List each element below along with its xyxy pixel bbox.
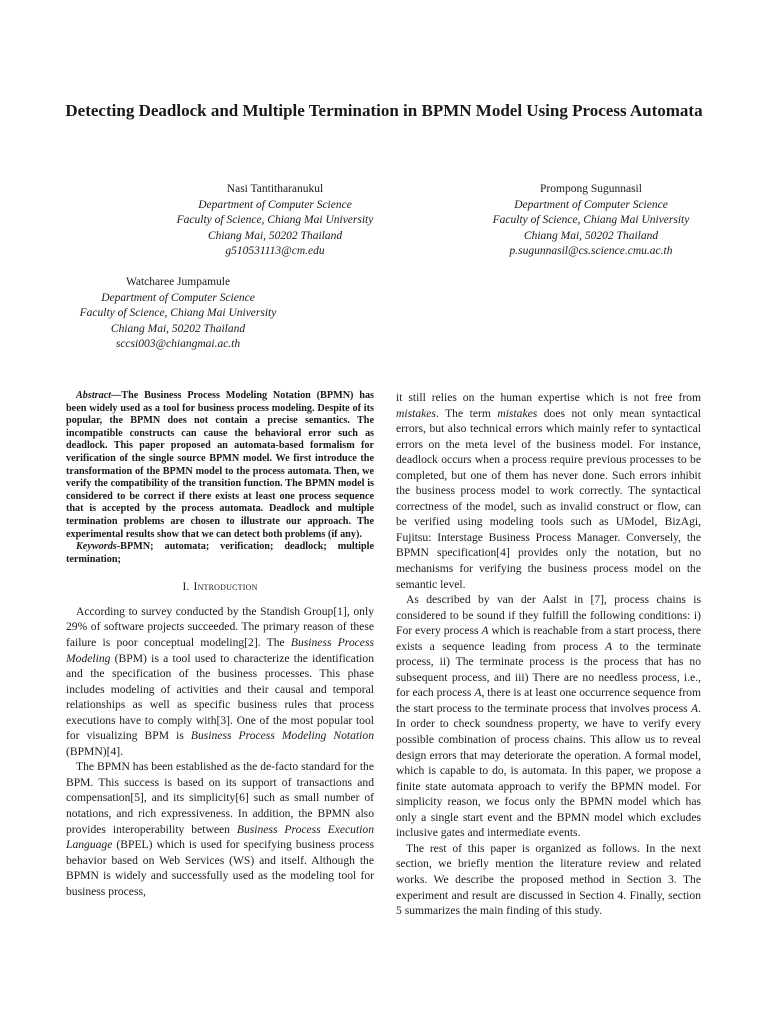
abstract [66,390,374,541]
author-block-1 [160,182,390,260]
author-address: Chiang Mai, 50202 Thailand [207,229,343,242]
paragraph: As described by van der Aalst in [7], process chains is considered to be sound if they fulfill the following conditions: i) For every process A which is reachable from a start process, there exists a sequence leading from process A to the terminate process, ii) The terminate process is the process that has no subsequent process, and iii) There are no needless process, i.e., for each process A, there is at least one occurrence sequence from the start process to the terminate process that involves process A. In order to check soundness property, we have to verify every possible combination of process chains. This allow us to reveal design errors that may deteriorate the operation. A formal model, which is capable to do, is automata. In this paper, we propose a finite state automata approach to verify the BPMN model. For simplicity reason, we focus only the BPMN model which has only a single start event and the BPMN model which excludes inclusive gates and intermediate events. [396,593,701,840]
author-name: Watcharee Jumpamule [125,276,231,288]
author-name: Prompong Sugunnasil [540,183,642,195]
keywords-label: Keywords [76,541,117,553]
paper-title: Detecting Deadlock and Multiple Termination in BPMN Model Using Process Automata [65,101,703,120]
author-address: Chiang Mai, 50202 Thailand [523,229,659,242]
keywords-text: -BPMN; automata; verification; deadlock; multiple termination; [66,541,374,565]
author-email: sccsi003@chiangmai.ac.th [115,338,241,350]
keywords [66,541,374,566]
abstract-label: Abstract [76,390,112,401]
author-faculty: Faculty of Science, Chiang Mai University [492,214,690,226]
section-number: I. [182,581,190,594]
section-heading-introduction [66,580,374,596]
author-department: Department of Computer Science [101,291,255,304]
author-name: Nasi Tantitharanukul [226,183,324,195]
author-block-3 [60,275,296,353]
paragraph: The BPMN has been established as the de-facto standard for the BPM. This success is based on its support of transactions and compensation[5], and its simplicity[6] such as small number of notations, and rich expressiveness. In addition, the BPMN also provides interoperability between Business Process Execution Language (BPEL) which is used for specifying business process behavior based on Web Services (WS) and itself. Although the BPMN is widely and successfully used as the modeling tool for business process, [66,760,374,898]
author-address: Chiang Mai, 50202 Thailand [110,322,246,335]
author-email: p.sugunnasil@cs.science.cmu.ac.th [509,245,673,257]
author-faculty: Faculty of Science, Chiang Mai University [176,214,374,226]
right-column [396,390,701,919]
abstract-text: —The Business Process Modeling Notation (BPMN) has been widely used as a tool for business process modeling. Despite of its popular, the BPMN does not contain a precise semantics. The incompatible constructs can cause the behavioral error such as deadlock. This paper proposed an automata-based formalism for verification of the single source BPMN model. We first introduce the transformation of the BPMN model to the process automata. Then, we verify the compatibility of the transition function. The BPMN model is considered to be correct if there exists at least one process sequence that is accepted by the process automata. Deadlock and multiple termination problems are chosen to illustrate our approach. The experimental results show that we can detect both problems (if any). [66,390,374,540]
author-department: Department of Computer Science [198,198,352,211]
paragraph: it still relies on the human expertise which is not free from mistakes. The term mistakes does not only mean syntactical errors, but also technical errors which mainly refer to syntactical errors on the meta level of the business model. For instance, deadlock occurs when a process require previous processes to be completed, but one of them has never done. Such errors inhibit the business process model to work correctly. The syntactical correctness of the model, such as invalid construct or flow, can be verified using modeling tools such as UModel, BizAgi, Fujitsu: Interstage Business Process Manager. Conversely, the BPMN specification[4] provides only the notation, but no mechanisms for verifying the business process model on the semantic level. [396,391,701,591]
paragraph: The rest of this paper is organized as follows. In the next section, we briefly mention the literature review and related works. We describe the proposed method in Section 3. The experiment and result are discussed in Section 4. Finally, section 5 summarizes the main finding of this study. [396,841,701,918]
paragraph: According to survey conducted by the Standish Group[1], only 29% of software projects succeeded. The primary reason of these failure is poor conceptual modeling[2]. The Business Process Modeling (BPM) is a tool used to characterize the identification and the specification of the business processes. This phase includes modeling of activities and their causal and temporal relationships as well as specific business rules that process executions have to comply with[3]. One of the most popular tool for visualizing BPM is Business Process Modeling Notation (BPMN)[4]. [66,604,374,758]
section-title: Introduction [193,581,258,594]
author-department: Department of Computer Science [514,198,668,211]
author-block-2 [474,182,708,260]
author-faculty: Faculty of Science, Chiang Mai University [79,307,277,319]
author-email: g510531113@cm.edu [225,245,325,257]
left-column [66,390,374,899]
